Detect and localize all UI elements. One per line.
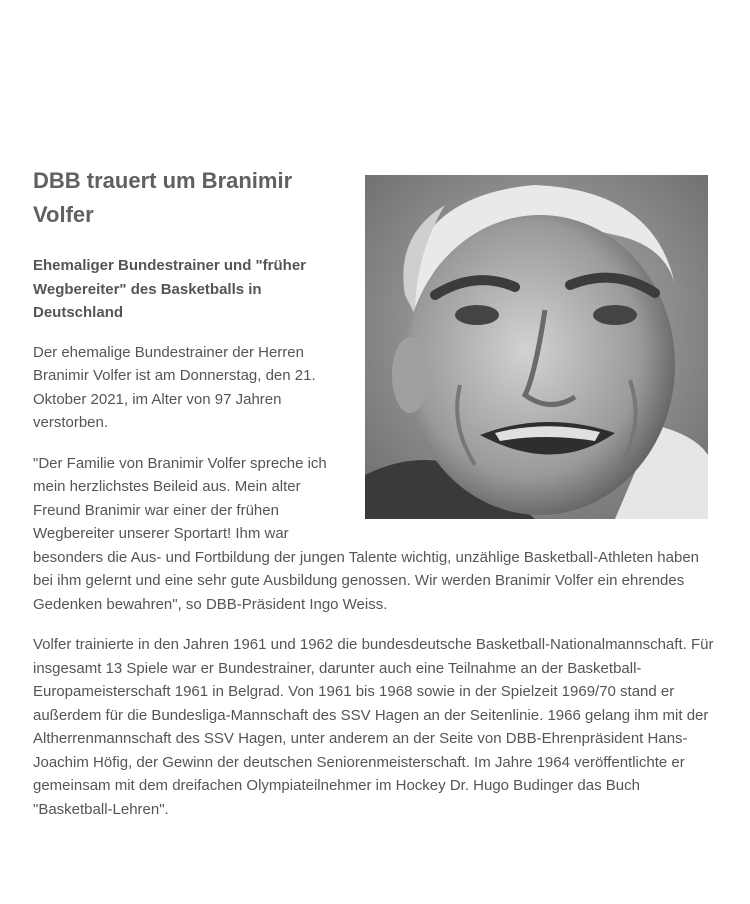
paragraph-1: Der ehemalige Bundestrainer der Herren Branimir Volfer ist am Donnerstag, den 21. Oktober 2021, im Alter von 97 Jahren verstorben.	[33, 343, 316, 431]
article-subtitle: Ehemaliger Bundestrainer und "früher Wegbereiter" des Basketballs in Deutschland	[33, 257, 306, 321]
portrait-photo	[365, 175, 708, 519]
paragraph-3: Volfer trainierte in den Jahren 1961 und 1962 die bundesdeutsche Basketball-Nationalmannschaft. Für insgesamt 13 Spiele war er Bundestrainer, darunter auch eine Teilnahme an der Basketball-Europameisterschaft 1961 in Belgrad. Von 1961 bis 1968 sowie in der Spielzeit 1969/70 stand er außerdem für die Bundesliga-Mannschaft des SSV Hagen an der Seitenlinie. 1966 gelang ihm mit der Altherrenmannschaft des SSV Hagen, unter anderem an der Seite von DBB-Ehrenpräsident Hans-Joachim Höfig, der Gewinn der deutschen Seniorenmeisterschaft. Im Jahre 1964 veröffentlichte er gemeinsam mit dem dreifachen Olympiateilnehmer im Hockey Dr. Hugo Budinger das Buch "Basketball-Lehren".	[33, 636, 714, 818]
article	[33, 164, 723, 821]
paragraph-2: "Der Familie von Branimir Volfer spreche ich mein herzlichstes Beileid aus. Mein alter Freund Branimir war einer der frühen Wegbereiter unserer Sportart! Ihm war besonders die Aus- und Fortbildung der jungen Talente wichtig, unzählige Basketball-Athleten haben bei ihm gelernt und eine sehr gute Ausbildung genossen. Wir werden Branimir Volfer ein ehrendes Gedenken bewahren", so DBB-Präsident Ingo Weiss.	[33, 454, 700, 613]
portrait-illustration	[365, 175, 708, 519]
article-title: DBB trauert um Branimir Volfer	[33, 168, 293, 227]
